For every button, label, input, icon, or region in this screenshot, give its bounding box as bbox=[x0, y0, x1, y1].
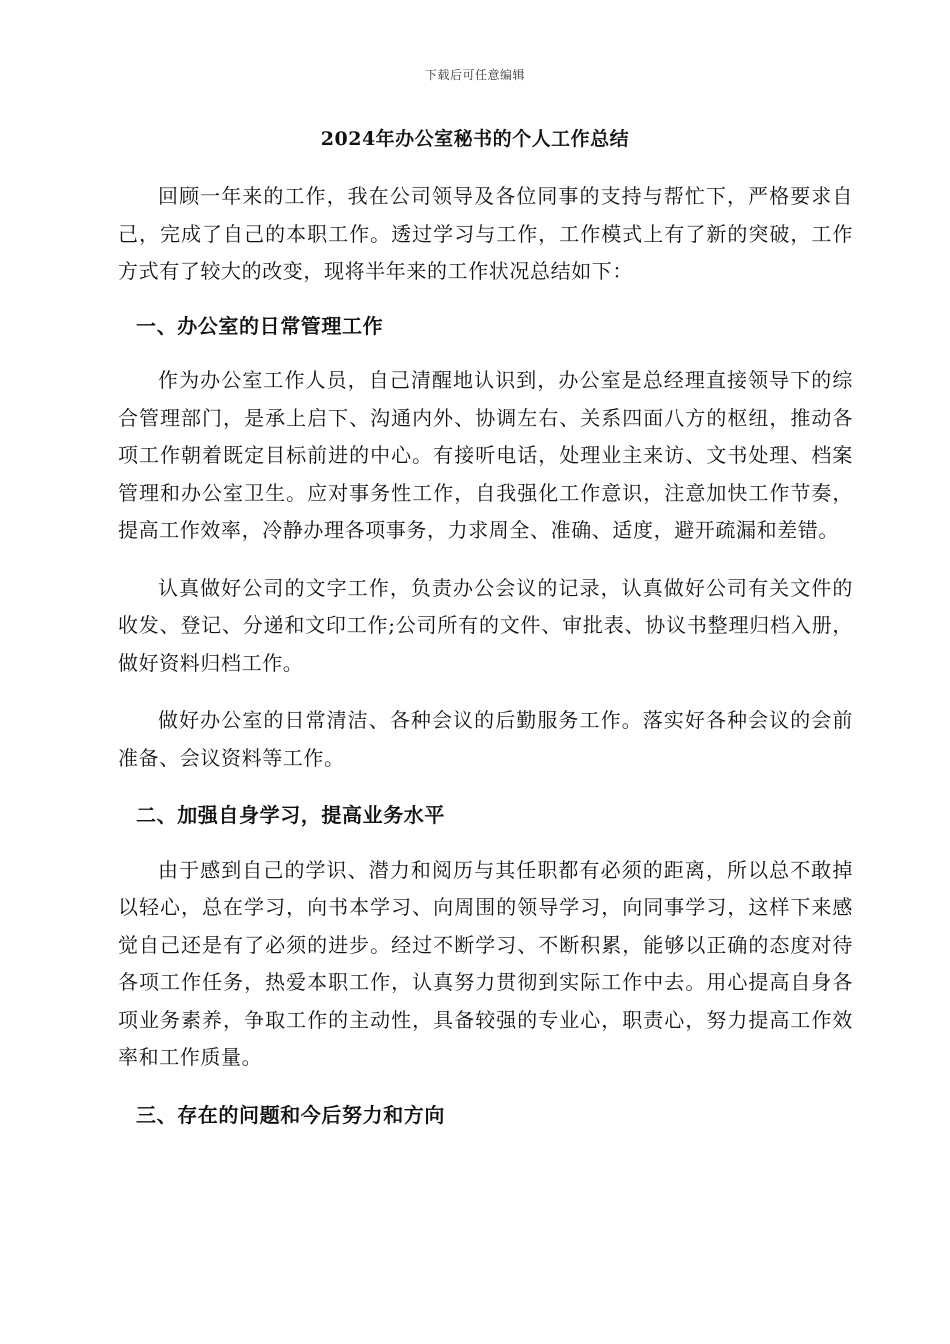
section1-paragraph-1: 作为办公室工作人员，自己清醒地认识到，办公室是总经理直接领导下的综合管理部门，是承上启下、沟通内外、协调左右、关系四面八方的枢纽，推动各项工作朝着既定目标前进的中心。有接听电话，处理业主来访、文书处理、档案管理和办公室卫生。应对事务性工作，自我强化工作意识，注意加快工作节奏，提高工作效率，冷静办理各项事务，力求周全、准确、适度，避开疏漏和差错。 bbox=[118, 368, 853, 542]
header-note: 下载后可任意编辑 bbox=[424, 68, 525, 82]
section2-paragraph-1: 由于感到自己的学识、潜力和阅历与其任职都有必须的距离，所以总不敢掉以轻心，总在学习，向书本学习、向周围的领导学习，向同事学习，这样下来感觉自己还是有了必须的进步。经过不断学习、不断积累，能够以正确的态度对待各项工作任务，热爱本职工作，认真努力贯彻到实际工作中去。用心提高自身各项业务素养，争取工作的主动性，具备较强的专业心，职责心，努力提高工作效率和工作质量。 bbox=[118, 857, 853, 1069]
document-title: 2024年办公室秘书的个人工作总结 bbox=[320, 128, 630, 150]
section-heading-2: 二、加强自身学习，提高业务水平 bbox=[136, 803, 445, 827]
section1-paragraph-2: 认真做好公司的文字工作，负责办公会议的记录，认真做好公司有关文件的收发、登记、分递和文印工作;公司所有的文件、审批表、协议书整理归档入册，做好资料归档工作。 bbox=[118, 575, 853, 675]
section1-paragraph-3: 做好办公室的日常清洁、各种会议的后勤服务工作。落实好各种会议的会前准备、会议资料等工作。 bbox=[118, 708, 853, 770]
document-body bbox=[118, 178, 853, 1134]
section-heading-3: 三、存在的问题和今后努力和方向 bbox=[136, 1102, 445, 1127]
intro-paragraph: 回顾一年来的工作，我在公司领导及各位同事的支持与帮忙下，严格要求自己，完成了自己的本职工作。透过学习与工作，工作模式上有了新的突破，工作方式有了较大的改变，现将半年来的工作状况总结如下： bbox=[118, 184, 853, 283]
section-heading-1: 一、办公室的日常管理工作 bbox=[136, 313, 384, 338]
